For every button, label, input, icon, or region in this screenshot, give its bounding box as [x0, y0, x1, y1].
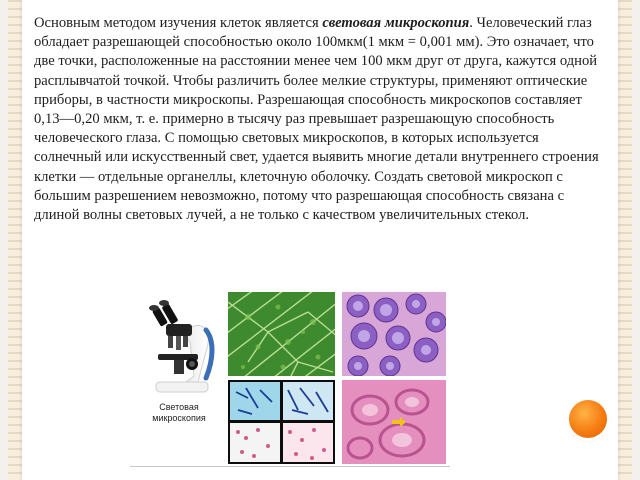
- emphasis-term: световая микроскопия: [322, 15, 470, 31]
- pink-tissue-image: [342, 380, 446, 464]
- paragraph-part-2: . Человеческий глаз обладает разрешающей способностью около 100мкм(1 мкм = 0,001 мм). Это означает, что две точки, расположенные на расстоянии менее чем 100 мкм друг от друга, кажутся одной расплывчатой точкой. Чтобы различить более мелкие структуры, применяют оптические приборы, в частности микроскопы. Разрешающая способность микроскопов составляет 0,13—0,20 мкм, т. е. примерно в тысячу раз превышает разрешающую способность человеческого глаза. С помощью световых микроскопов, в которых используется солнечный или искусственный свет, удается выявить многие детали внутреннего строения клетки — отдельные органеллы, клеточную оболочку. Создать световой микроскоп с большим разрешением невозможно, потому что разрешающая способность связана с длиной волны световых лучей, а не только с качеством увеличительных стекол.: [34, 15, 599, 224]
- plant-cells-image: [228, 292, 335, 376]
- microscope-figure: [136, 298, 222, 440]
- microscope-icon: [136, 298, 222, 402]
- paragraph-part-1: Основным методом изучения клеток является: [34, 15, 323, 31]
- bottom-divider: [130, 466, 450, 467]
- orange-circle-decoration: [569, 400, 607, 438]
- microscope-caption: Световая микроскопия: [152, 402, 206, 423]
- bacteria-stain-image: [228, 380, 335, 464]
- body-paragraph: [34, 14, 606, 225]
- right-decorative-rail: [618, 0, 632, 480]
- follicle-tissue-image: [342, 292, 446, 376]
- left-decorative-rail: [8, 0, 22, 480]
